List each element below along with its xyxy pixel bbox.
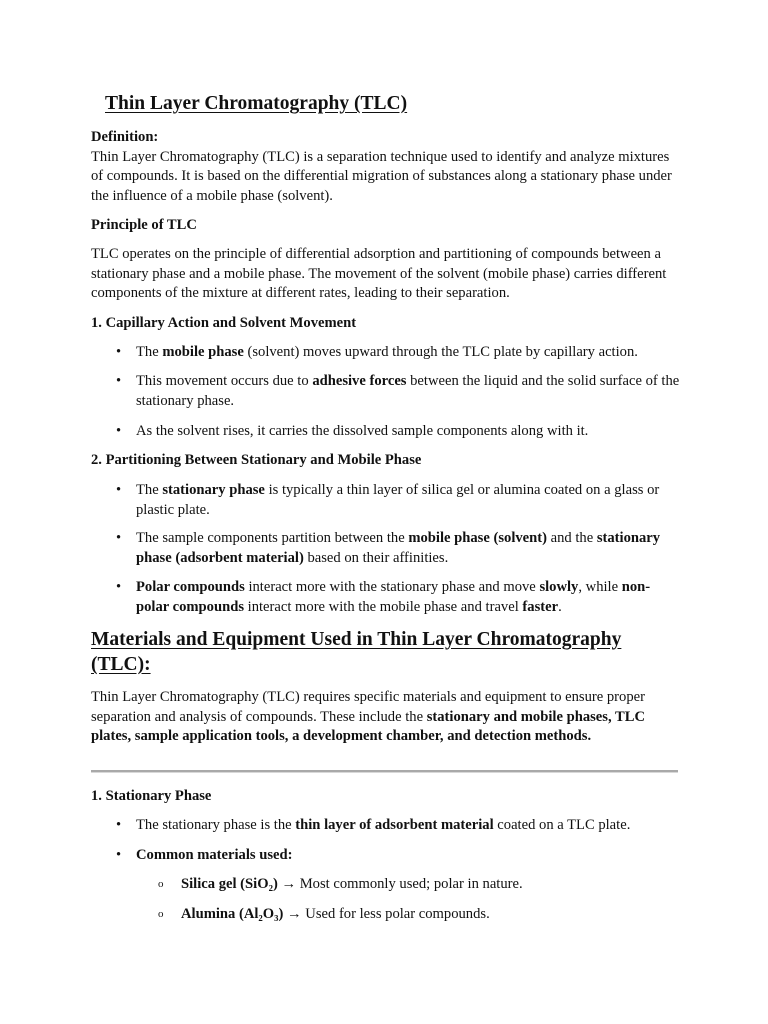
text-run: and the xyxy=(546,530,597,546)
text-run: The xyxy=(136,482,163,498)
bold-run: adhesive forces xyxy=(312,373,407,389)
text-run: → Most commonly used; polar in nature. xyxy=(277,876,523,892)
partitioning-list xyxy=(91,481,681,520)
horizontal-divider xyxy=(91,770,678,773)
list-item xyxy=(91,481,681,520)
definition-heading: Definition: xyxy=(91,129,159,145)
materials-heading: Materials and Equipment Used in Thin Layer Chromatography (TLC): xyxy=(91,629,622,675)
bold-run: slowly xyxy=(539,579,579,595)
bold-run: Alumina (Al₂O₃) xyxy=(181,906,284,922)
sub-bullet-icon: o xyxy=(158,908,164,920)
bullet-icon: • xyxy=(116,373,122,389)
text-run: coated on a TLC plate. xyxy=(493,817,631,833)
list-item xyxy=(91,529,681,568)
stationary-sublist-2 xyxy=(91,905,681,925)
bullet-icon: • xyxy=(116,579,122,595)
partitioning-list-3 xyxy=(91,578,681,617)
principle-text: TLC operates on the principle of differential adsorption and partitioning of compounds between a stationary phase and a mobile phase. The movement of the solvent (mobile phase) carries different components of the mixture at different rates, leading to their separation. xyxy=(91,246,667,302)
principle-section xyxy=(91,216,681,236)
bold-run: thin layer of adsorbent material xyxy=(295,817,494,833)
bold-run: Silica gel (SiO₂) xyxy=(181,876,278,892)
partitioning-heading-wrap xyxy=(91,451,681,471)
stationary-list xyxy=(91,816,681,836)
stationary-heading-wrap xyxy=(91,787,681,807)
definition-text: Thin Layer Chromatography (TLC) is a separation technique used to identify and analyze mixtures of compounds. It is based on the differential migration of substances along a stationary phase under the influence of a mobile phase (solvent). xyxy=(91,148,672,204)
text-run: (solvent) moves upward through the TLC plate by capillary action. xyxy=(243,344,638,360)
list-item xyxy=(91,875,681,895)
bold-run: mobile phase xyxy=(162,344,244,360)
capillary-heading: 1. Capillary Action and Solvent Movement xyxy=(91,315,357,331)
text-run: . xyxy=(558,598,562,615)
partitioning-heading: 2. Partitioning Between Stationary and Mobile Phase xyxy=(91,452,422,468)
principle-heading: Principle of TLC xyxy=(91,217,197,233)
bullet-icon: • xyxy=(116,817,122,833)
list-item xyxy=(91,372,681,411)
text-run: The stationary phase is the xyxy=(136,817,296,833)
materials-intro xyxy=(91,688,681,747)
bold-run: faster xyxy=(522,598,559,615)
list-item xyxy=(91,816,681,836)
sub-bullet-icon: o xyxy=(158,878,164,890)
definition-section xyxy=(91,128,681,206)
bold-run: stationary phase (adsorbent material) xyxy=(136,530,661,566)
bold-run: stationary and mobile phases, TLC plates, sample application tools, a development chamber, and detection methods. xyxy=(91,708,645,745)
text-run: As the solvent rises, it carries the dissolved sample components along with it. xyxy=(136,423,589,439)
text-run: based on their affinities. xyxy=(303,549,449,566)
capillary-list-2 xyxy=(91,372,681,411)
text-run: Thin Layer Chromatography (TLC) requires specific materials and equipment to ensure proper separation and analysis of compounds. These include the xyxy=(91,689,645,725)
bold-run: stationary phase xyxy=(162,482,265,498)
bold-run: Common materials used: xyxy=(136,847,293,863)
list-item xyxy=(91,578,681,617)
text-run: is typically a thin layer of silica gel or alumina coated on a glass or plastic plate. xyxy=(136,482,660,518)
list-item xyxy=(91,422,681,442)
bullet-icon: • xyxy=(116,423,122,439)
list-item xyxy=(91,343,681,363)
text-run: The sample components partition between the xyxy=(136,530,409,546)
stationary-sublist xyxy=(91,875,681,895)
materials-intro-text xyxy=(91,688,681,747)
text-run: The xyxy=(136,344,163,360)
text-run: This movement occurs due to xyxy=(136,373,313,389)
stationary-list-2 xyxy=(91,846,681,866)
bold-run: non-polar compounds xyxy=(136,579,651,615)
capillary-heading-wrap xyxy=(91,314,681,334)
bullet-icon: • xyxy=(116,530,122,546)
capillary-list-3 xyxy=(91,422,681,442)
materials-heading-wrap xyxy=(91,627,681,677)
bullet-icon: • xyxy=(116,847,122,863)
partitioning-list-2 xyxy=(91,529,681,568)
text-run: interact more with the stationary phase and move xyxy=(244,579,540,595)
page-title: Thin Layer Chromatography (TLC) xyxy=(105,93,408,114)
principle-body xyxy=(91,245,681,304)
text-run: , while xyxy=(578,579,622,595)
bullet-icon: • xyxy=(116,344,122,360)
text-run: → Used for less polar compounds. xyxy=(283,906,490,922)
list-item xyxy=(91,905,681,925)
text-run: between the liquid and the solid surface of the stationary phase. xyxy=(136,373,680,409)
text-run: interact more with the mobile phase and travel xyxy=(244,598,523,615)
stationary-heading: 1. Stationary Phase xyxy=(91,788,212,804)
capillary-list xyxy=(91,343,681,363)
list-item xyxy=(91,846,681,866)
bold-run: Polar compounds xyxy=(136,579,245,595)
bullet-icon: • xyxy=(116,482,122,498)
bold-run: mobile phase (solvent) xyxy=(408,530,547,546)
